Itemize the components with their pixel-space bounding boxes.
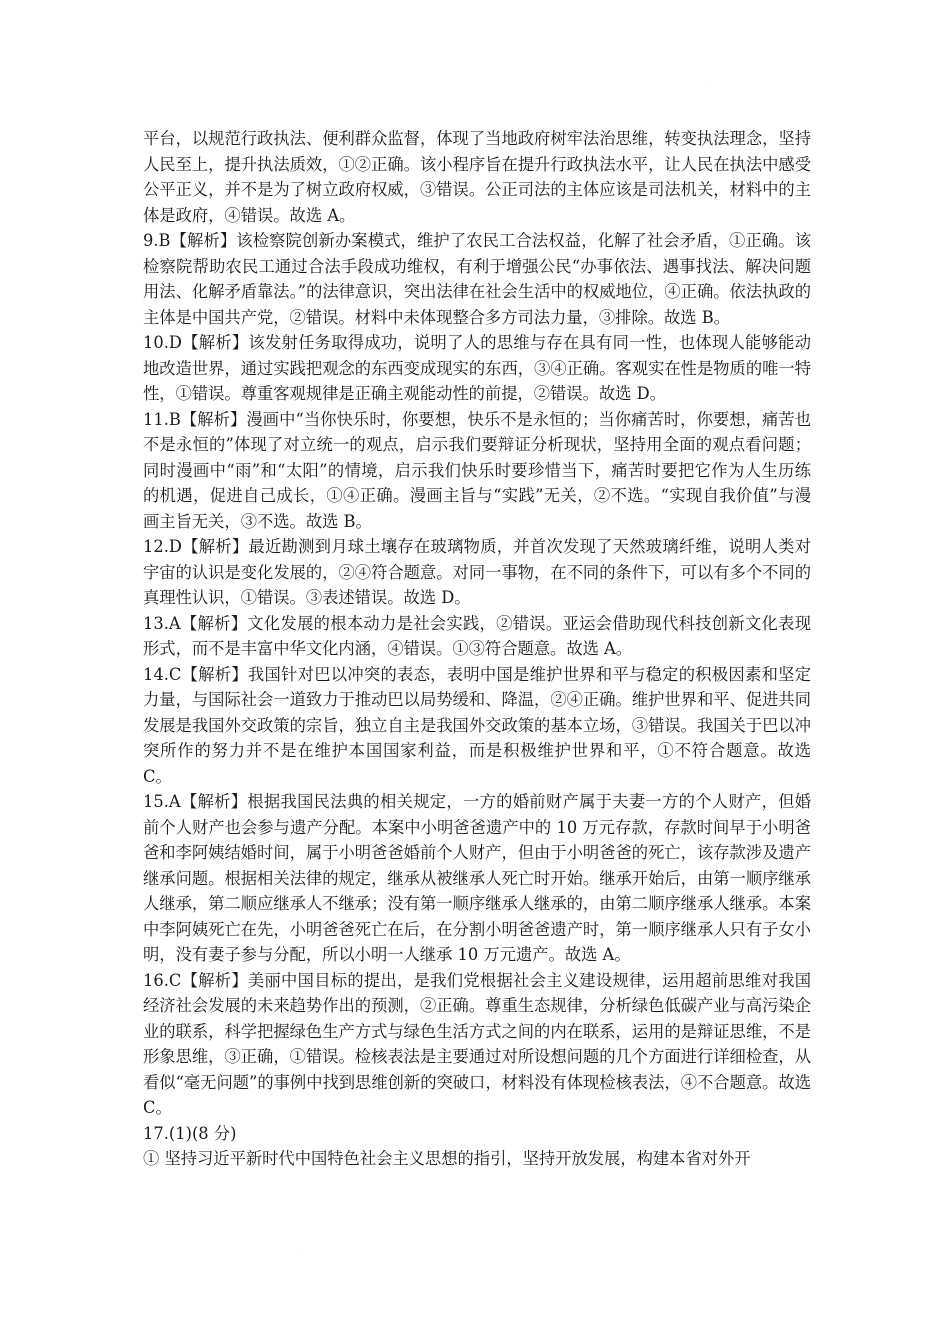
paragraph-q17-heading: 17.(1)(8 分) (143, 1123, 237, 1143)
paragraph-q15: 15.A【解析】根据我国民法典的相关规定，一方的婚前财产属于夫妻一方的个人财产，但婚前个人财产也会参与遗产分配。本案中小明爸爸遗产中的 10 万元存款，存款时间早于小明爸爸和李阿姨结婚时间，属于小明爸爸婚前个人财产，但由于小明爸爸的死亡，该存款涉及遗产继承问题。根据相关法律的规定，继承从被继承人死亡时开始。继承开始后，由第一顺序继承人继承，第二顺应继承人不继承；没有第一顺序继承人继承的，由第二顺序继承人继承。本案中李阿姨死亡在先，小明爸爸死亡在后，在分割小明爸爸遗产时，第一顺序继承人只有子女小明，没有妻子参与分配，所以小明一人继承 10 万元遗产。故选 A。 (143, 792, 811, 964)
paragraph-q16: 16.C【解析】美丽中国目标的提出，是我们党根据社会主义建设规律，运用超前思维对我国经济社会发展的未来趋势作出的预测，②正确。尊重生态规律，分析绿色低碳产业与高污染企业的联系，科学把握绿色生产方式与绿色生活方式之间的内在联系，运用的是辩证思维，不是形象思维，③正确，①错误。检核表法是主要通过对所设想问题的几个方面进行详细检查，从看似“毫无问题”的事例中找到思维创新的突破口，材料没有体现检核表法，④不合题意。故选 C。 (143, 970, 811, 1117)
scan-dot: · (300, 1247, 303, 1256)
scan-dot: · (705, 79, 708, 88)
paragraph-q13: 13.A【解析】文化发展的根本动力是社会实践，②错误。亚运会借助现代科技创新文化表现形式，而不是丰富中华文化内涵，④错误。①③符合题意。故选 A。 (143, 613, 811, 658)
paragraph-q14: 14.C【解析】我国针对巴以冲突的表态，表明中国是维护世界和平与稳定的积极因素和坚定力量，与国际社会一道致力于推动巴以局势缓和、降温，②④正确。维护世界和平、促进共同发展是我国外交政策的宗旨，独立自主是我国外交政策的基本立场，③错误。我国关于巴以冲突所作的努力并不是在维护本国国家利益，而是积极维护世界和平，①不符合题意。故选 C。 (143, 664, 811, 786)
paragraph-q10: 10.D【解析】该发射任务取得成功，说明了人的思维与存在具有同一性，也体现人能够能动地改造世界，通过实践把观念的东西变成现实的东西，③④正确。客观实在性是物质的唯一特性，①错误。尊重客观规律是正确主观能动性的前提，②错误。故选 D。 (143, 333, 811, 403)
paragraph-q8-continued: 平台，以规范行政执法、便利群众监督，体现了当地政府树牢法治思维，转变执法理念，坚持人民至上，提升执法质效，①②正确。该小程序旨在提升行政执法水平，让人民在执法中感受公平正义，并不是为了树立政府权威，③错误。公正司法的主体应该是司法机关，材料中的主体是政府，④错误。故选 A。 (143, 129, 811, 225)
paragraph-q17-point-1: ① 坚持习近平新时代中国特色社会主义思想的指引，坚持开放发展，构建本省对外开 (143, 1149, 751, 1168)
paragraph-q11: 11.B【解析】漫画中“当你快乐时，你要想，快乐不是永恒的；当你痛苦时，你要想，痛苦也不是永恒的”体现了对立统一的观点，启示我们要辩证分析现状，坚持用全面的观点看问题；同时漫画中“雨”和“太阳”的情境，启示我们快乐时要珍惜当下，痛苦时要把它作为人生历练的机遇，促进自己成长，①④正确。漫画主旨与“实践”无关，②不选。“实现自我价值”与漫画主旨无关，③不选。故选 B。 (143, 409, 811, 531)
answer-analysis-text (143, 126, 811, 1172)
paragraph-q9: 9.B【解析】该检察院创新办案模式，维护了农民工合法权益，化解了社会矛盾，①正确。该检察院帮助农民工通过合法手段成功维权，有利于增强公民“办事依法、遇事找法、解决问题用法、化解矛盾靠法。”的法律意识，突出法律在社会生活中的权威地位，④正确。依法执政的主体是中国共产党，②错误。材料中未体现整合多方司法力量，③排除。故选 B。 (143, 231, 811, 327)
paragraph-q12: 12.D【解析】最近勘测到月球土壤存在玻璃物质，并首次发现了天然玻璃纤维，说明人类对宇宙的认识是变化发展的，②④符合题意。对同一事物，在不同的条件下，可以有多个不同的真理性认识，①错误。③表述错误。故选 D。 (143, 537, 811, 607)
